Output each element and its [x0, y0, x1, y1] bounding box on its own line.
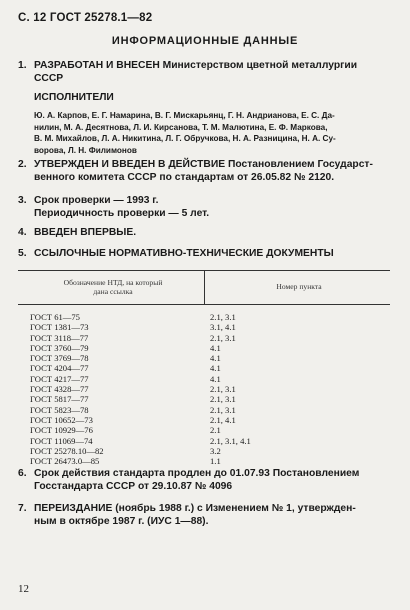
document-title: ИНФОРМАЦИОННЫЕ ДАННЫЕ [111, 35, 299, 47]
table-row [30, 456, 251, 466]
table-cell-item: 2.1 [210, 425, 221, 436]
table-cell-item: 3.1, 4.1 [210, 322, 236, 333]
section-4 [18, 227, 136, 240]
section-6-line2: Госстандарта СССР от 29.10.87 № 4096 [34, 480, 233, 492]
table-header-rule [18, 304, 390, 305]
table-row [30, 384, 251, 394]
section-2-line2: венного комитета СССР по стандартам от 26.05.82 № 2120. [34, 171, 335, 183]
section-4-line1: ВВЕДЕН ВПЕРВЫЕ. [34, 227, 137, 238]
table-cell-item: 2.1, 3.1 [210, 394, 236, 405]
table-column-divider [204, 270, 205, 304]
table-row [30, 312, 251, 322]
table-cell-doc: ГОСТ 5823—78 [30, 404, 89, 415]
table-cell-item: 3.2 [210, 445, 221, 456]
table-cell-doc: ГОСТ 4328—77 [30, 384, 89, 395]
section-3-line2: Периодичность проверки — 5 лет. [34, 207, 210, 219]
table-cell-item: 1.1 [210, 456, 221, 467]
table-cell-item: 2.1, 3.1 [210, 332, 236, 343]
table-row [30, 446, 251, 456]
section-2-line1: УТВЕРЖДЕН И ВВЕДЕН В ДЕЙСТВИЕ Постановлением Государст- [34, 159, 373, 170]
table-cell-doc: ГОСТ 10652—73 [30, 414, 93, 425]
table-cell-doc: ГОСТ 3760—79 [30, 342, 89, 353]
section-7-line2: ным в октябре 1987 г. (ИУС 1—88). [34, 515, 209, 527]
table-cell-doc: ГОСТ 1381—73 [30, 322, 89, 333]
section-2-number: 2. [18, 159, 27, 170]
page-header: С. 12 ГОСТ 25278.1—82 [18, 12, 153, 24]
section-1-line2: СССР [34, 72, 64, 84]
section-5 [18, 248, 334, 261]
table-cell-item: 2.1, 3.1, 4.1 [210, 435, 251, 446]
section-6-number: 6. [18, 468, 27, 479]
table-cell-item: 4.1 [210, 363, 221, 374]
table-cell-item: 2.1, 3.1 [210, 404, 236, 415]
table-cell-doc: ГОСТ 3118—77 [30, 332, 89, 343]
section-6-line1: Срок действия стандарта продлен до 01.07.93 Постановлением [34, 468, 360, 479]
table-row [30, 322, 251, 332]
references-table [18, 270, 390, 467]
section-3-line1: Срок проверки — 1993 г. [34, 195, 159, 206]
table-body [30, 312, 251, 466]
section-5-line1: ССЫЛОЧНЫЕ НОРМАТИВНО-ТЕХНИЧЕСКИЕ ДОКУМЕНТЫ [34, 248, 334, 259]
section-3-number: 3. [18, 195, 27, 206]
section-3 [18, 195, 209, 220]
section-4-number: 4. [18, 227, 27, 238]
table-row [30, 333, 251, 343]
table-row [30, 425, 251, 435]
table-cell-item: 2.1, 4.1 [210, 414, 236, 425]
executors-heading: ИСПОЛНИТЕЛИ [34, 92, 114, 103]
table-cell-item: 4.1 [210, 373, 221, 384]
table-row [30, 353, 251, 363]
section-5-number: 5. [18, 248, 27, 259]
table-cell-item: 4.1 [210, 353, 221, 364]
section-6 [18, 468, 359, 493]
executors-line: Ю. А. Карпов, Е. Г. Намарина, В. Г. Мискарьянц, Г. Н. Андрианова, Е. С. Да- [34, 111, 335, 120]
section-1-line1: РАЗРАБОТАН И ВНЕСЕН Министерством цветной металлургии [34, 60, 358, 71]
page-number: 12 [18, 583, 29, 595]
executors-line: ворова, Л. Н. Филимонов [34, 145, 137, 155]
table-row [30, 436, 251, 446]
table-row [30, 405, 251, 415]
table-row [30, 343, 251, 353]
table-cell-doc: ГОСТ 25278.10—82 [30, 445, 104, 456]
table-header-item: Номер пункта [276, 282, 322, 291]
table-header-doc: Обозначение НТД, на который дана ссылка [63, 278, 163, 296]
table-cell-item: 2.1, 3.1 [210, 384, 236, 395]
table-row [30, 363, 251, 373]
table-cell-doc: ГОСТ 3769—78 [30, 353, 89, 364]
table-row [30, 394, 251, 404]
table-row [30, 374, 251, 384]
table-cell-doc: ГОСТ 11069—74 [30, 435, 93, 446]
table-cell-doc: ГОСТ 4204—77 [30, 363, 89, 374]
table-row [30, 415, 251, 425]
table-cell-doc: ГОСТ 5817—77 [30, 394, 89, 405]
table-cell-item: 2.1, 3.1 [210, 312, 236, 322]
executors-line: нилин, М. А. Десятнова, Л. И. Кирсанова, Т. М. Малютина, Е. Ф. Маркова, [34, 122, 328, 132]
executors-line: В. М. Михайлов, Л. А. Никитина, Л. Г. Обручкова, Н. А. Разницина, Н. А. Су- [34, 134, 336, 144]
section-7 [18, 503, 356, 528]
table-cell-doc: ГОСТ 4217—77 [30, 373, 89, 384]
executors-list [34, 110, 396, 156]
table-cell-doc: ГОСТ 26473.0—85 [30, 456, 100, 467]
section-2 [18, 159, 373, 184]
section-7-number: 7. [18, 503, 27, 514]
table-cell-doc: ГОСТ 10929—76 [30, 425, 93, 436]
section-1-number: 1. [18, 60, 27, 71]
table-cell-item: 4.1 [210, 342, 221, 353]
section-1 [18, 60, 357, 85]
section-7-line1: ПЕРЕИЗДАНИЕ (ноябрь 1988 г.) с Изменением № 1, утвержден- [34, 503, 356, 514]
table-cell-doc: ГОСТ 61—75 [30, 312, 80, 322]
